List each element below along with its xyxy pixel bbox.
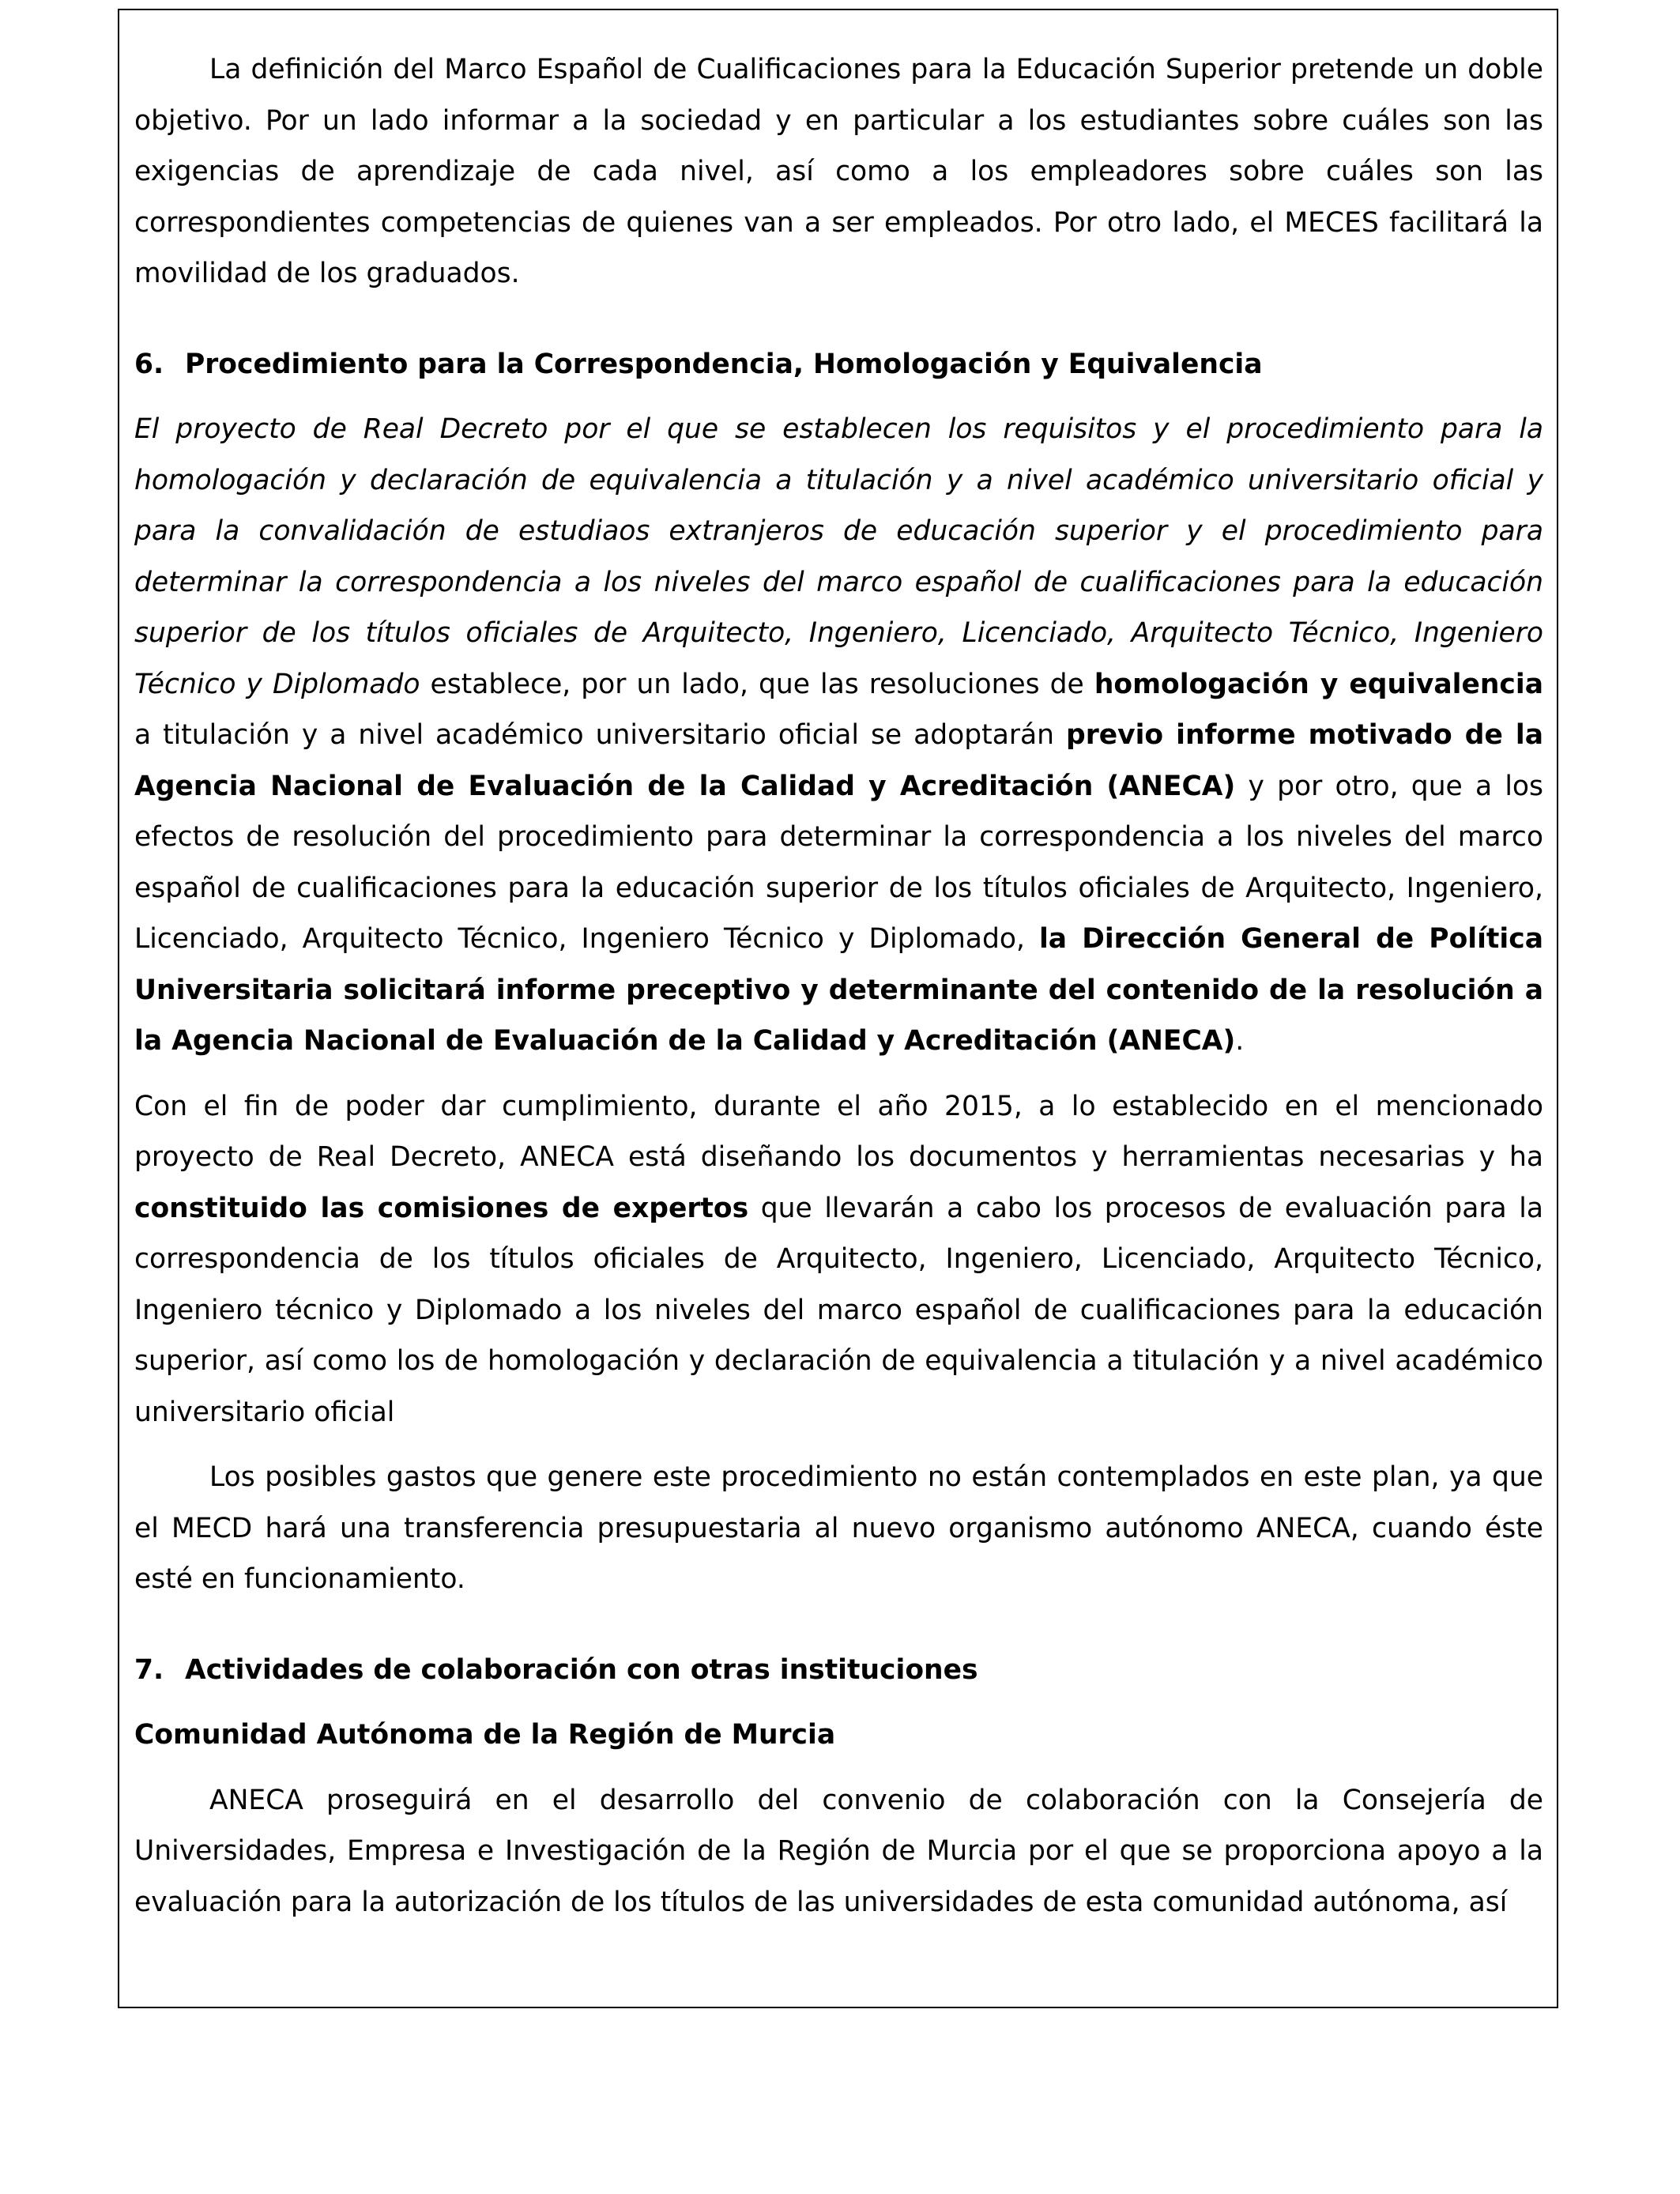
section-7-number: 7. bbox=[134, 1653, 164, 1686]
bold-run: homologación y equivalencia bbox=[1094, 668, 1543, 700]
section-7-title: Actividades de colaboración con otras instituciones bbox=[185, 1653, 978, 1686]
bold-run: constituido las comisiones de expertos bbox=[134, 1192, 749, 1224]
text-run: que llevarán a cabo los procesos de evaluación para la correspondencia de los títulos oficiales de Arquitecto, Ingeniero, Licenciado, Arquitecto Técnico, Ingeniero técnico y Diplomado a los niveles del marco español de cualificaciones para la educación superior, así como los de homologación y declaración de equivalencia a titulación y a nivel académico universitario oficial bbox=[134, 1192, 1543, 1428]
section-7-heading bbox=[134, 1645, 1543, 1696]
bold-run: previo informe motivado de la Agencia Nacional de Evaluación de la Calidad y Acreditación (ANECA) bbox=[134, 719, 1543, 802]
section-6-paragraph-3: Los posibles gastos que genere este procedimiento no están contemplados en este plan, ya que el MECD hará una transferencia presupuestaria al nuevo organismo autónomo ANECA, cuando éste esté en funcionamiento. bbox=[134, 1461, 1543, 1595]
section-6-heading bbox=[134, 339, 1543, 390]
bold-run: la Dirección General de Política Universitaria solicitará informe preceptivo y determinante del contenido de la resolución a la Agencia Nacional de Evaluación de la Calidad y Acreditación (ANECA) bbox=[134, 923, 1543, 1057]
section-7-subtitle: Comunidad Autónoma de la Región de Murcia bbox=[134, 1719, 836, 1751]
text-run: Con el fin de poder dar cumplimiento, durante el año 2015, a lo establecido en el mencionado proyecto de Real Decreto, ANECA está diseñando los documentos y herramientas necesarias y ha bbox=[134, 1090, 1543, 1173]
text-run: y por otro, que a los efectos de resolución del procedimiento para determinar la correspondencia a los niveles del marco español de cualificaciones para la educación superior de los títulos oficiales de Arquitecto, Ingeniero, Licenciado, Arquitecto Técnico, Ingeniero Técnico y Diplomado, bbox=[134, 770, 1543, 955]
section-6-title: Procedimiento para la Correspondencia, Homologación y Equivalencia bbox=[185, 348, 1263, 380]
section-6-paragraph-1 bbox=[134, 404, 1543, 1067]
text-run: a titulación y a nivel académico universitario oficial se adoptarán bbox=[134, 719, 1066, 751]
document-body bbox=[134, 44, 1543, 1928]
section-6-number: 6. bbox=[134, 348, 164, 380]
intro-paragraph: La definición del Marco Español de Cualificaciones para la Educación Superior pretende un doble objetivo. Por un lado informar a la sociedad y en particular a los estudiantes sobre cuáles son las exigencias de aprendizaje de cada nivel, así como a los empleadores sobre cuáles son las correspondientes competencias de quienes van a ser empleados. Por otro lado, el MECES facilitará la movilidad de los graduados. bbox=[134, 54, 1543, 289]
section-7-paragraph-1: ANECA proseguirá en el desarrollo del convenio de colaboración con la Consejería de Universidades, Empresa e Investigación de la Región de Murcia por el que se proporciona apoyo a la evaluación para la autorización de los títulos de las universidades de esta comunidad autónoma, así bbox=[134, 1784, 1543, 1918]
text-run: . bbox=[1235, 1025, 1245, 1057]
real-decreto-title: El proyecto de Real Decreto por el que se establecen los requisitos y el procedimiento para la homologación y declaración de equivalencia a titulación y a nivel académico universitario oficial y para la convalidación de estudiaos extranjeros de educación superior y el procedimiento para determinar la correspondencia a los niveles del marco español de cualificaciones para la educación superior de los títulos oficiales de Arquitecto, Ingeniero, Licenciado, Arquitecto Técnico, Ingeniero Técnico y Diplomado bbox=[134, 413, 1543, 700]
section-6-paragraph-2 bbox=[134, 1081, 1543, 1438]
text-run: establece, por un lado, que las resoluciones de bbox=[420, 668, 1094, 700]
